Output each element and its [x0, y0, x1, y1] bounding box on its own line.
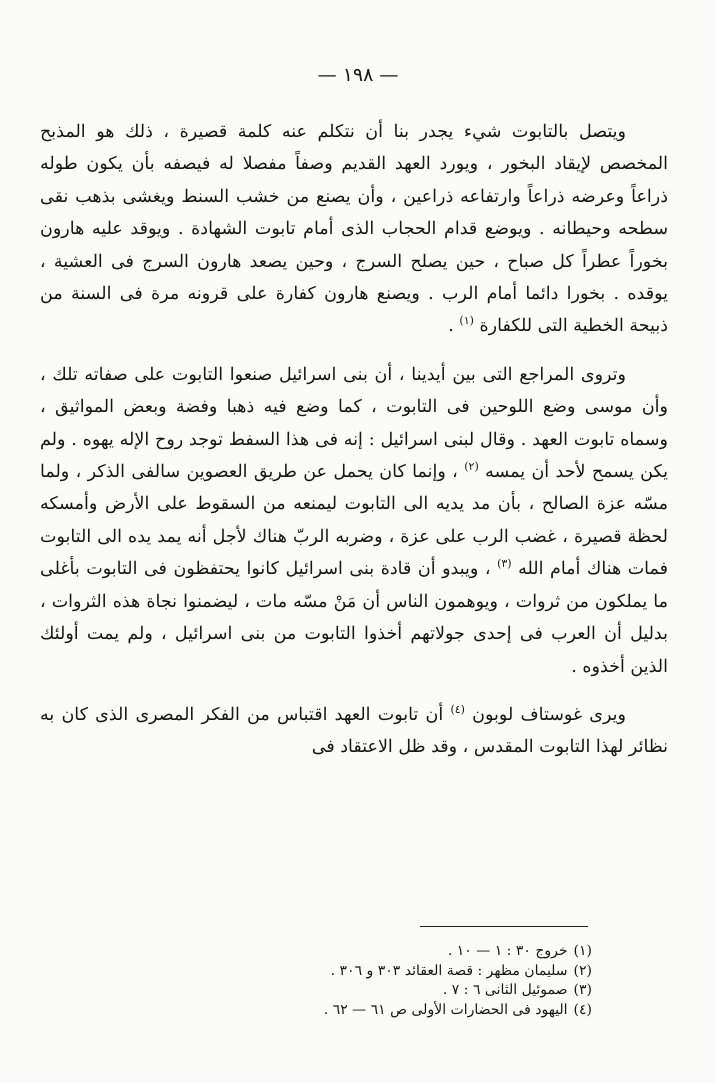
footnote-2: [40, 962, 592, 982]
paragraph-text: أن تابوت العهد اقتباس من الفكر المصرى الذى كان به نظائر لهذا التابوت المقدس ، وقد ظل الاعتقاد فى: [40, 704, 668, 758]
paragraph-text: ، ويبدو أن قادة بنى اسرائيل كانوا يحتفظون فى التابوت بأغلى ما يملكون من ثروات ، ويوهمون الناس أن مَنْ مسّه مات ، ليضمنوا نجاة هذه الثروات ، بدليل أن العرب فى إحدى جولاتهم أخذوا التابوت من بنى اسرائيل ، ولم يمت أولئك الذين أخذوه .: [40, 559, 668, 677]
paragraph-text: ويتصل بالتابوت شيء يجدر بنا أن نتكلم عنه كلمة قصيرة ، ذلك هو المذبح المخصص لإيقاد البخور ، ويورد العهد القديم وصفاً مفصلا له فيصفه بأن يكون طوله ذراعاً وعرضه ذراعاً وارتفاعه ذراعين ، وأن يصنع من خشب السنط ويغشى بذهب نقى سطحه وحيطانه . ويوضع قدام الحجاب الذى أمام تابوت الشهادة . ويوقد عليه هارون بخوراً عطراً كل صباح ، حين يصلح السرج ، وحين يصعد هارون السرج فى العشية ، يوقده . بخورا دائما أمام الرب . ويصنع هارون كفارة على قرونه مرة فى السنة من ذبيحة الخطية التى للكفارة: [40, 122, 668, 337]
footnote-text: صموئيل الثانى ٦ : ٧ .: [442, 982, 568, 998]
footnote-4: [40, 1001, 592, 1021]
footnote-number: (١): [573, 943, 592, 959]
footnote-ref: (٤): [450, 703, 465, 717]
paragraph-text: ويرى غوستاف لوبون: [472, 704, 626, 725]
footnotes: [40, 942, 592, 1020]
footnote-number: (٣): [573, 982, 592, 998]
footnote-divider: [420, 926, 588, 927]
footnote-ref: (١): [459, 314, 474, 328]
footnote-1: [40, 942, 592, 962]
footnote-ref: (٣): [497, 557, 512, 571]
footnote-number: (٢): [573, 962, 592, 979]
body-text: [40, 116, 668, 764]
footnote-text: خروج ٣٠ : ١ — ١٠ .: [447, 943, 568, 959]
footnote-text: اليهود فى الحضارات الأولى ص ٦١ — ٦٢ .: [323, 1001, 568, 1018]
footnote-3: [40, 981, 592, 1001]
footnote-ref: (٢): [464, 460, 479, 474]
page-number: — ١٩٨ —: [317, 64, 399, 86]
paragraph-text: وتروى المراجع التى بين أيدينا ، أن بنى اسرائيل صنعوا التابوت على صفاته تلك ، وأن موسى وضع اللوحين فى التابوت ، كما وضع فيه ذهبا وفضة وبعض المواثيق ، وسماه تابوت العهد . وقال لبنى اسرائيل : إنه فى هذا السفط توجد روح الإله يهوه . ولم يكن يسمح لأحد أن يمسه: [40, 364, 668, 483]
paragraph-lebon: [40, 699, 668, 764]
footnote-text: سليمان مظهر : قصة العقائد ٣٠٣ و ٣٠٦ .: [330, 962, 568, 979]
paragraph-incense-altar: ويتصل بالتابوت شيء يجدر بنا أن نتكلم عنه كلمة قصيرة ، ذلك هو المذبح المخصص لإيقاد البخور ، ويورد العهد القديم وصفاً مفصلا له فيصفه بأن يكون طوله ذراعاً وعرضه ذراعاً وارتفاعه ذراعين ، وأن يصنع من خشب السنط ويغشى بذهب نقى سطحه وحيطانه . ويوضع قدام الحجاب الذى أمام تابوت الشهادة . ويوقد عليه هارون بخوراً عطراً كل صباح ، حين يصلح السرج ، وحين يصعد هارون السرج فى العشية ، يوقده . بخورا دائما أمام الرب . ويصنع هارون كفارة على قرونه مرة فى السنة من ذبيحة الخطية التى للكفارة $^{(١)}$ .: [40, 122, 668, 337]
paragraph-ark-history: [40, 359, 668, 683]
paragraph-text: ، وإنما كان يحمل عن طريق العصوين سالفى الذكر ، ولما مسّه عزة الصالح ، بأن مد يديه الى التابوت ليمنعه من السقوط على الأرض وأمسكه لحظة قصيرة ، غضب الرب على عزة ، وضربه الربّ هناك لأجل أنه يمد يده الى التابوت فمات هناك أمام الله: [40, 462, 668, 580]
footnote-number: (٤): [573, 1001, 592, 1018]
